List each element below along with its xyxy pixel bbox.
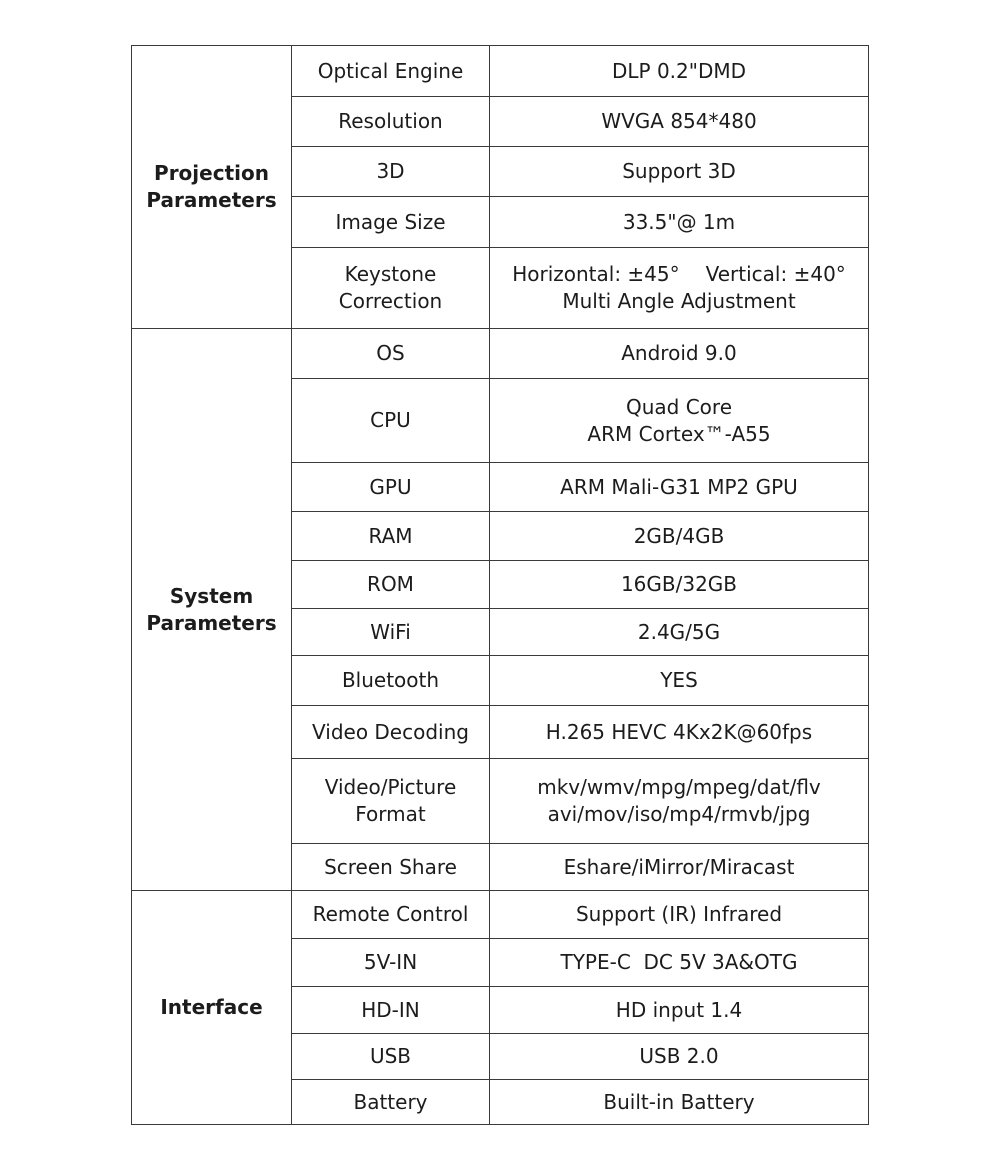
label-video-decoding: Video Decoding	[292, 706, 490, 759]
group-system-parameters: System Parameters	[132, 329, 292, 891]
value-cpu: Quad Core ARM Cortex™-A55	[490, 379, 869, 463]
value-battery: Built-in Battery	[490, 1080, 869, 1125]
label-screen-share: Screen Share	[292, 844, 490, 891]
value-resolution: WVGA 854*480	[490, 97, 869, 147]
label-optical-engine: Optical Engine	[292, 46, 490, 97]
label-bluetooth: Bluetooth	[292, 656, 490, 706]
label-remote-control: Remote Control	[292, 891, 490, 939]
label-os: OS	[292, 329, 490, 379]
keystone-vertical: Vertical: ±40°	[705, 262, 846, 286]
value-3d: Support 3D	[490, 147, 869, 197]
value-gpu: ARM Mali-G31 MP2 GPU	[490, 463, 869, 512]
label-rom: ROM	[292, 561, 490, 609]
keystone-horizontal: Horizontal: ±45°	[512, 262, 680, 286]
value-wifi: 2.4G/5G	[490, 609, 869, 656]
label-usb: USB	[292, 1034, 490, 1080]
label-wifi: WiFi	[292, 609, 490, 656]
table-row	[132, 891, 869, 939]
value-hd-in: HD input 1.4	[490, 987, 869, 1034]
value-rom: 16GB/32GB	[490, 561, 869, 609]
value-optical-engine: DLP 0.2"DMD	[490, 46, 869, 97]
value-5v-in: TYPE-C DC 5V 3A&OTG	[490, 939, 869, 987]
table-row	[132, 46, 869, 97]
label-image-size: Image Size	[292, 197, 490, 248]
value-os: Android 9.0	[490, 329, 869, 379]
value-image-size: 33.5"@ 1m	[490, 197, 869, 248]
label-ram: RAM	[292, 512, 490, 561]
label-5v-in: 5V-IN	[292, 939, 490, 987]
label-gpu: GPU	[292, 463, 490, 512]
label-hd-in: HD-IN	[292, 987, 490, 1034]
value-bluetooth: YES	[490, 656, 869, 706]
value-keystone-correction	[490, 248, 869, 329]
group-interface: Interface	[132, 891, 292, 1125]
value-usb: USB 2.0	[490, 1034, 869, 1080]
label-battery: Battery	[292, 1080, 490, 1125]
keystone-multi-angle: Multi Angle Adjustment	[562, 289, 796, 313]
value-video-decoding: H.265 HEVC 4Kx2K@60fps	[490, 706, 869, 759]
group-projection-parameters: Projection Parameters	[132, 46, 292, 329]
label-3d: 3D	[292, 147, 490, 197]
label-resolution: Resolution	[292, 97, 490, 147]
label-cpu: CPU	[292, 379, 490, 463]
spec-table	[131, 45, 869, 1125]
value-screen-share: Eshare/iMirror/Miracast	[490, 844, 869, 891]
value-video-picture-format: mkv/wmv/mpg/mpeg/dat/flv avi/mov/iso/mp4/rmvb/jpg	[490, 759, 869, 844]
value-ram: 2GB/4GB	[490, 512, 869, 561]
label-keystone-correction: Keystone Correction	[292, 248, 490, 329]
label-video-picture-format: Video/Picture Format	[292, 759, 490, 844]
table-row	[132, 329, 869, 379]
value-remote-control: Support (IR) Infrared	[490, 891, 869, 939]
